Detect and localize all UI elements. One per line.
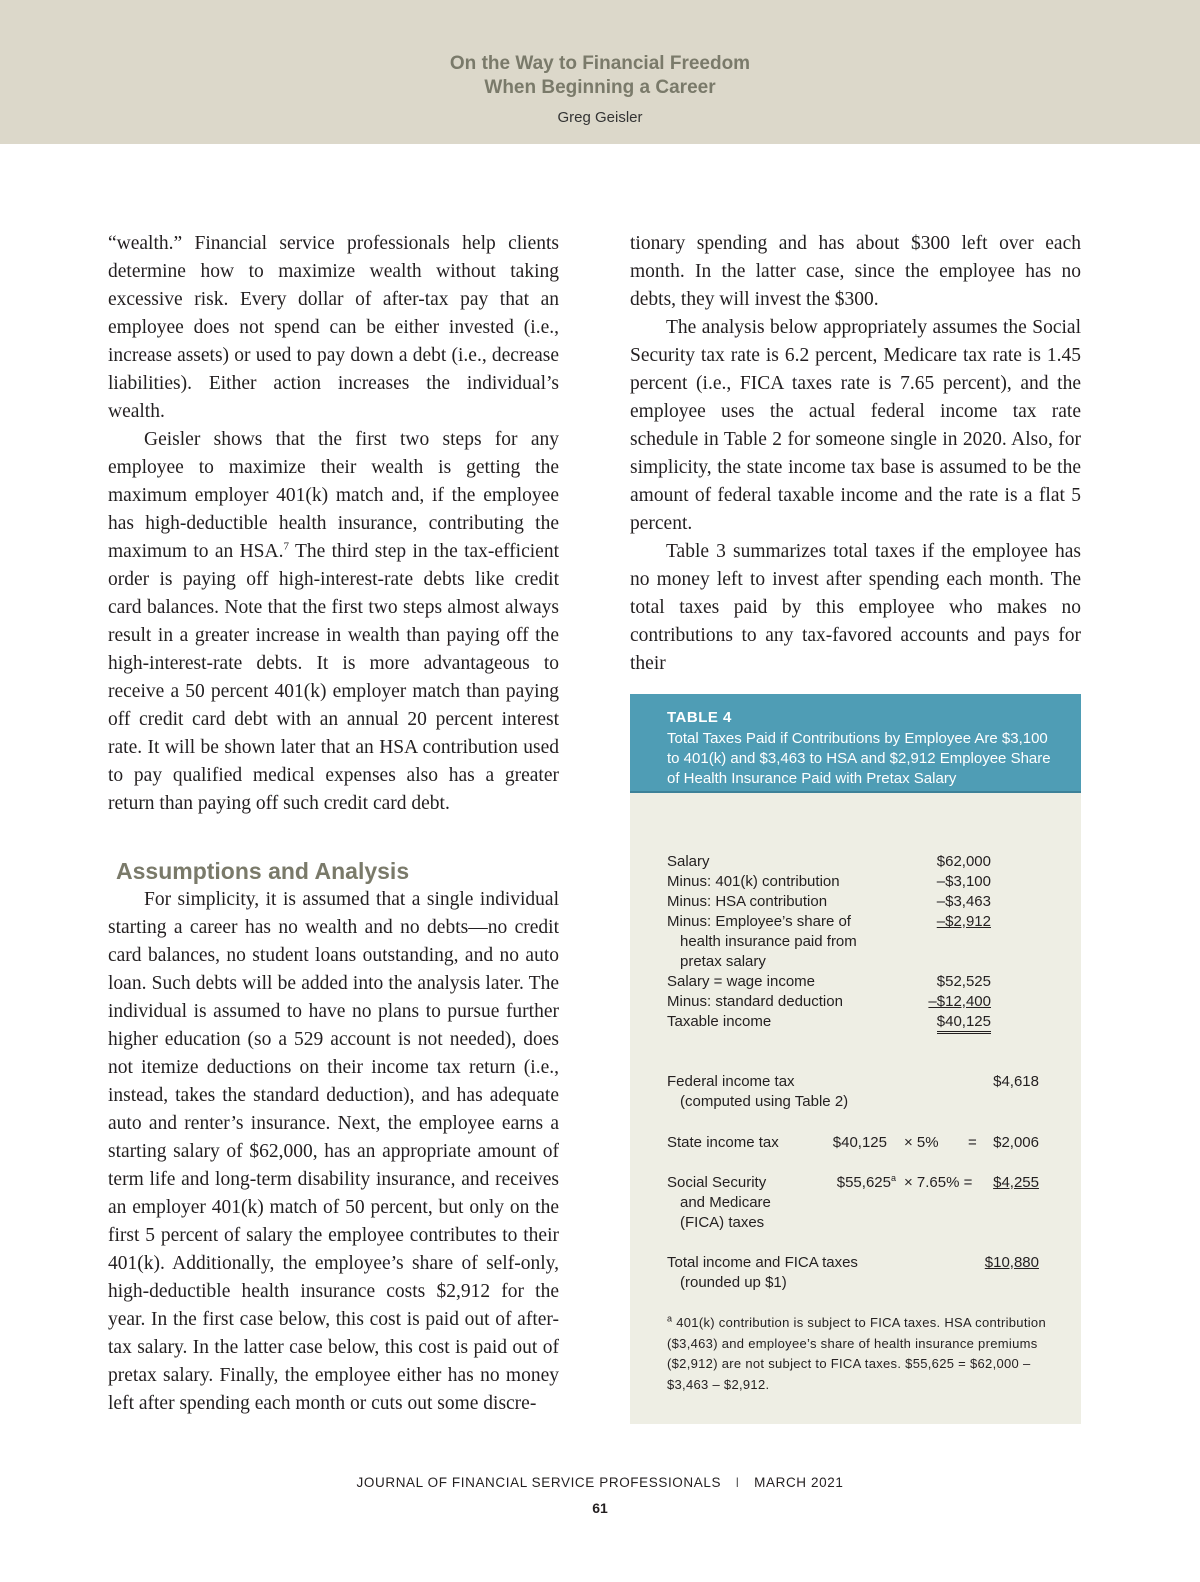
header-title-line2: When Beginning a Career [484, 77, 716, 98]
paragraph: For simplicity, it is assumed that a single individual starting a career has no wealth and no debts—no credit card balances, no student loans outstanding, and no auto loan. Such debts will be added into the analysis later. The individual is assumed to have no plans to pursue further higher education (so a 529 account is not needed), does not itemize deductions on their income tax return (i.e., instead, takes the standard deduction), and has adequate auto and renter’s insurance. Next, the employee earns a starting salary of $62,000, has an appropriate amount of term life and long-term disability insurance, and receives an employer 401(k) match of 50 percent, but only on the first 5 percent of salary the employee contributes to their 401(k). Additionally, the employee’s share of self-only, high-deductible health insurance costs $2,912 for the year. In the first case below, this cost is paid out of after-tax salary. In the latter case below, this cost is paid out of pretax salary. Finally, the employee either has no money left after spending each month or cuts out some discre- [108, 889, 559, 1414]
value-state-eq: = [968, 1134, 977, 1151]
row-label-share: Minus: Employee’s share of [667, 913, 851, 930]
row-label-total-2: (rounded up $1) [680, 1274, 787, 1291]
row-label-share-3: pretax salary [680, 953, 766, 970]
note-mark: a [667, 1313, 673, 1324]
row-label-401k: Minus: 401(k) contribution [667, 873, 840, 890]
value-fica-rate: × 7.65% = [904, 1174, 973, 1191]
row-label-fica-3: (FICA) taxes [680, 1214, 765, 1231]
footnote-ref: 7 [283, 540, 289, 553]
header-title-line1: On the Way to Financial Freedom [449, 53, 751, 74]
row-label-salary: Salary [667, 853, 710, 870]
value-salary: $62,000 [936, 853, 991, 870]
row-label-fica: Social Security [667, 1174, 767, 1191]
section-heading: Assumptions and Analysis [116, 858, 410, 884]
left-column [108, 230, 559, 1418]
row-label-hsa: Minus: HSA contribution [667, 893, 828, 910]
issue-date: MARCH 2021 [754, 1475, 844, 1490]
page-number: 61 [592, 1500, 608, 1516]
value-fica-base [837, 1173, 896, 1193]
value-std: –$12,400 [928, 993, 991, 1010]
paragraph: “wealth.” Financial service professionals help clients determine how to maximize wealth without taking excessive risk. Every dollar of after-tax pay that an employee does not spend can be either invested (i.e., increase assets) or used to pay down a debt (i.e., decrease liabilities). Either action increases the individual’s wealth. [108, 233, 559, 422]
value-total: $10,880 [984, 1254, 1039, 1271]
table-label: TABLE 4 [667, 709, 732, 726]
value-wage: $52,525 [936, 973, 991, 990]
value-state: $2,006 [993, 1134, 1039, 1151]
row-label-wage: Salary = wage income [667, 973, 815, 990]
footnote-mark-a: a [890, 1173, 896, 1183]
paragraph: The analysis below appropriately assumes the Social Security tax rate is 6.2 percent, Medicare tax rate is 1.45 percent (i.e., FICA taxes rate is 7.65 percent), and the employee uses the actual federal income tax rate schedule in Table 2 for someone single in 2020. Also, for simplicity, the state income tax base is assumed to be the amount of federal taxable income and the rate is a flat 5 percent. [630, 317, 1081, 534]
row-label-std: Minus: standard deduction [667, 993, 843, 1010]
right-column [630, 230, 1081, 678]
value-hsa: –$3,463 [936, 893, 991, 910]
value-state-rate: × 5% [904, 1134, 939, 1151]
table-4 [630, 694, 1081, 1424]
row-label-federal: Federal income tax [667, 1073, 795, 1090]
value-state-base: $40,125 [832, 1134, 887, 1151]
note-text: 401(k) contribution is subject to FICA taxes. HSA contribution ($3,463) and employee’s share of health insurance premiums ($2,912) are not subject to FICA taxes. $55,625 = $62,000 – $3,463 – $2,912. [667, 1315, 1046, 1392]
paragraph: Table 3 summarizes total taxes if the employee has no money left to invest after spending each month. The total taxes paid by this employee who makes no contributions to any tax-favored accounts and pays for their [630, 541, 1081, 674]
value-401k: –$3,100 [936, 873, 991, 890]
value-fica: $4,255 [993, 1174, 1039, 1191]
paragraph-text: Geisler shows that the first two steps for any employee to maximize their wealth is getting the maximum employer 401(k) match and, if the employee has high-deductible health insurance, contributing the maximum to an HSA. [108, 429, 559, 562]
footer-separator: I [735, 1475, 740, 1490]
table-header [630, 694, 1081, 793]
paragraph [108, 426, 559, 818]
header-author: Greg Geisler [557, 109, 643, 126]
row-label-share-2: health insurance paid from [680, 933, 857, 950]
row-label-state: State income tax [667, 1134, 779, 1151]
row-label-federal-2: (computed using Table 2) [680, 1093, 849, 1110]
value-taxable: $40,125 [937, 1013, 991, 1034]
row-label-total: Total income and FICA taxes [667, 1254, 858, 1271]
table-note [667, 1313, 1067, 1395]
value-share: –$2,912 [936, 913, 991, 930]
journal-name: JOURNAL OF FINANCIAL SERVICE PROFESSIONALS [356, 1475, 722, 1490]
table-caption: Total Taxes Paid if Contributions by Employee Are $3,100 to 401(k) and $3,463 to HSA and $2,912 Employee Share of Health Insurance Paid with Pretax Salary [667, 730, 1051, 787]
row-label-fica-2: and Medicare [680, 1194, 771, 1211]
value-fica-base-text: $55,625 [836, 1174, 891, 1191]
paragraph-text: The third step in the tax-efficient order is paying off high-interest-rate debts like credit card balances. Note that the first two steps almost always result in a greater increase in wealth than paying off the high-interest-rate debts. It is more advantageous to receive a 50 percent 401(k) employer match than paying off credit card debt with an annual 20 percent interest rate. It will be shown later that an HSA contribution used to pay qualified medical expenses also has a greater return than paying off such credit card debt. [108, 541, 559, 814]
footer-journal [0, 1475, 1200, 1490]
paragraph: tionary spending and has about $300 left over each month. In the latter case, since the employee has no debts, they will invest the $300. [630, 233, 1081, 310]
running-header [0, 0, 1200, 144]
row-label-taxable: Taxable income [667, 1013, 772, 1030]
value-federal: $4,618 [993, 1073, 1039, 1090]
